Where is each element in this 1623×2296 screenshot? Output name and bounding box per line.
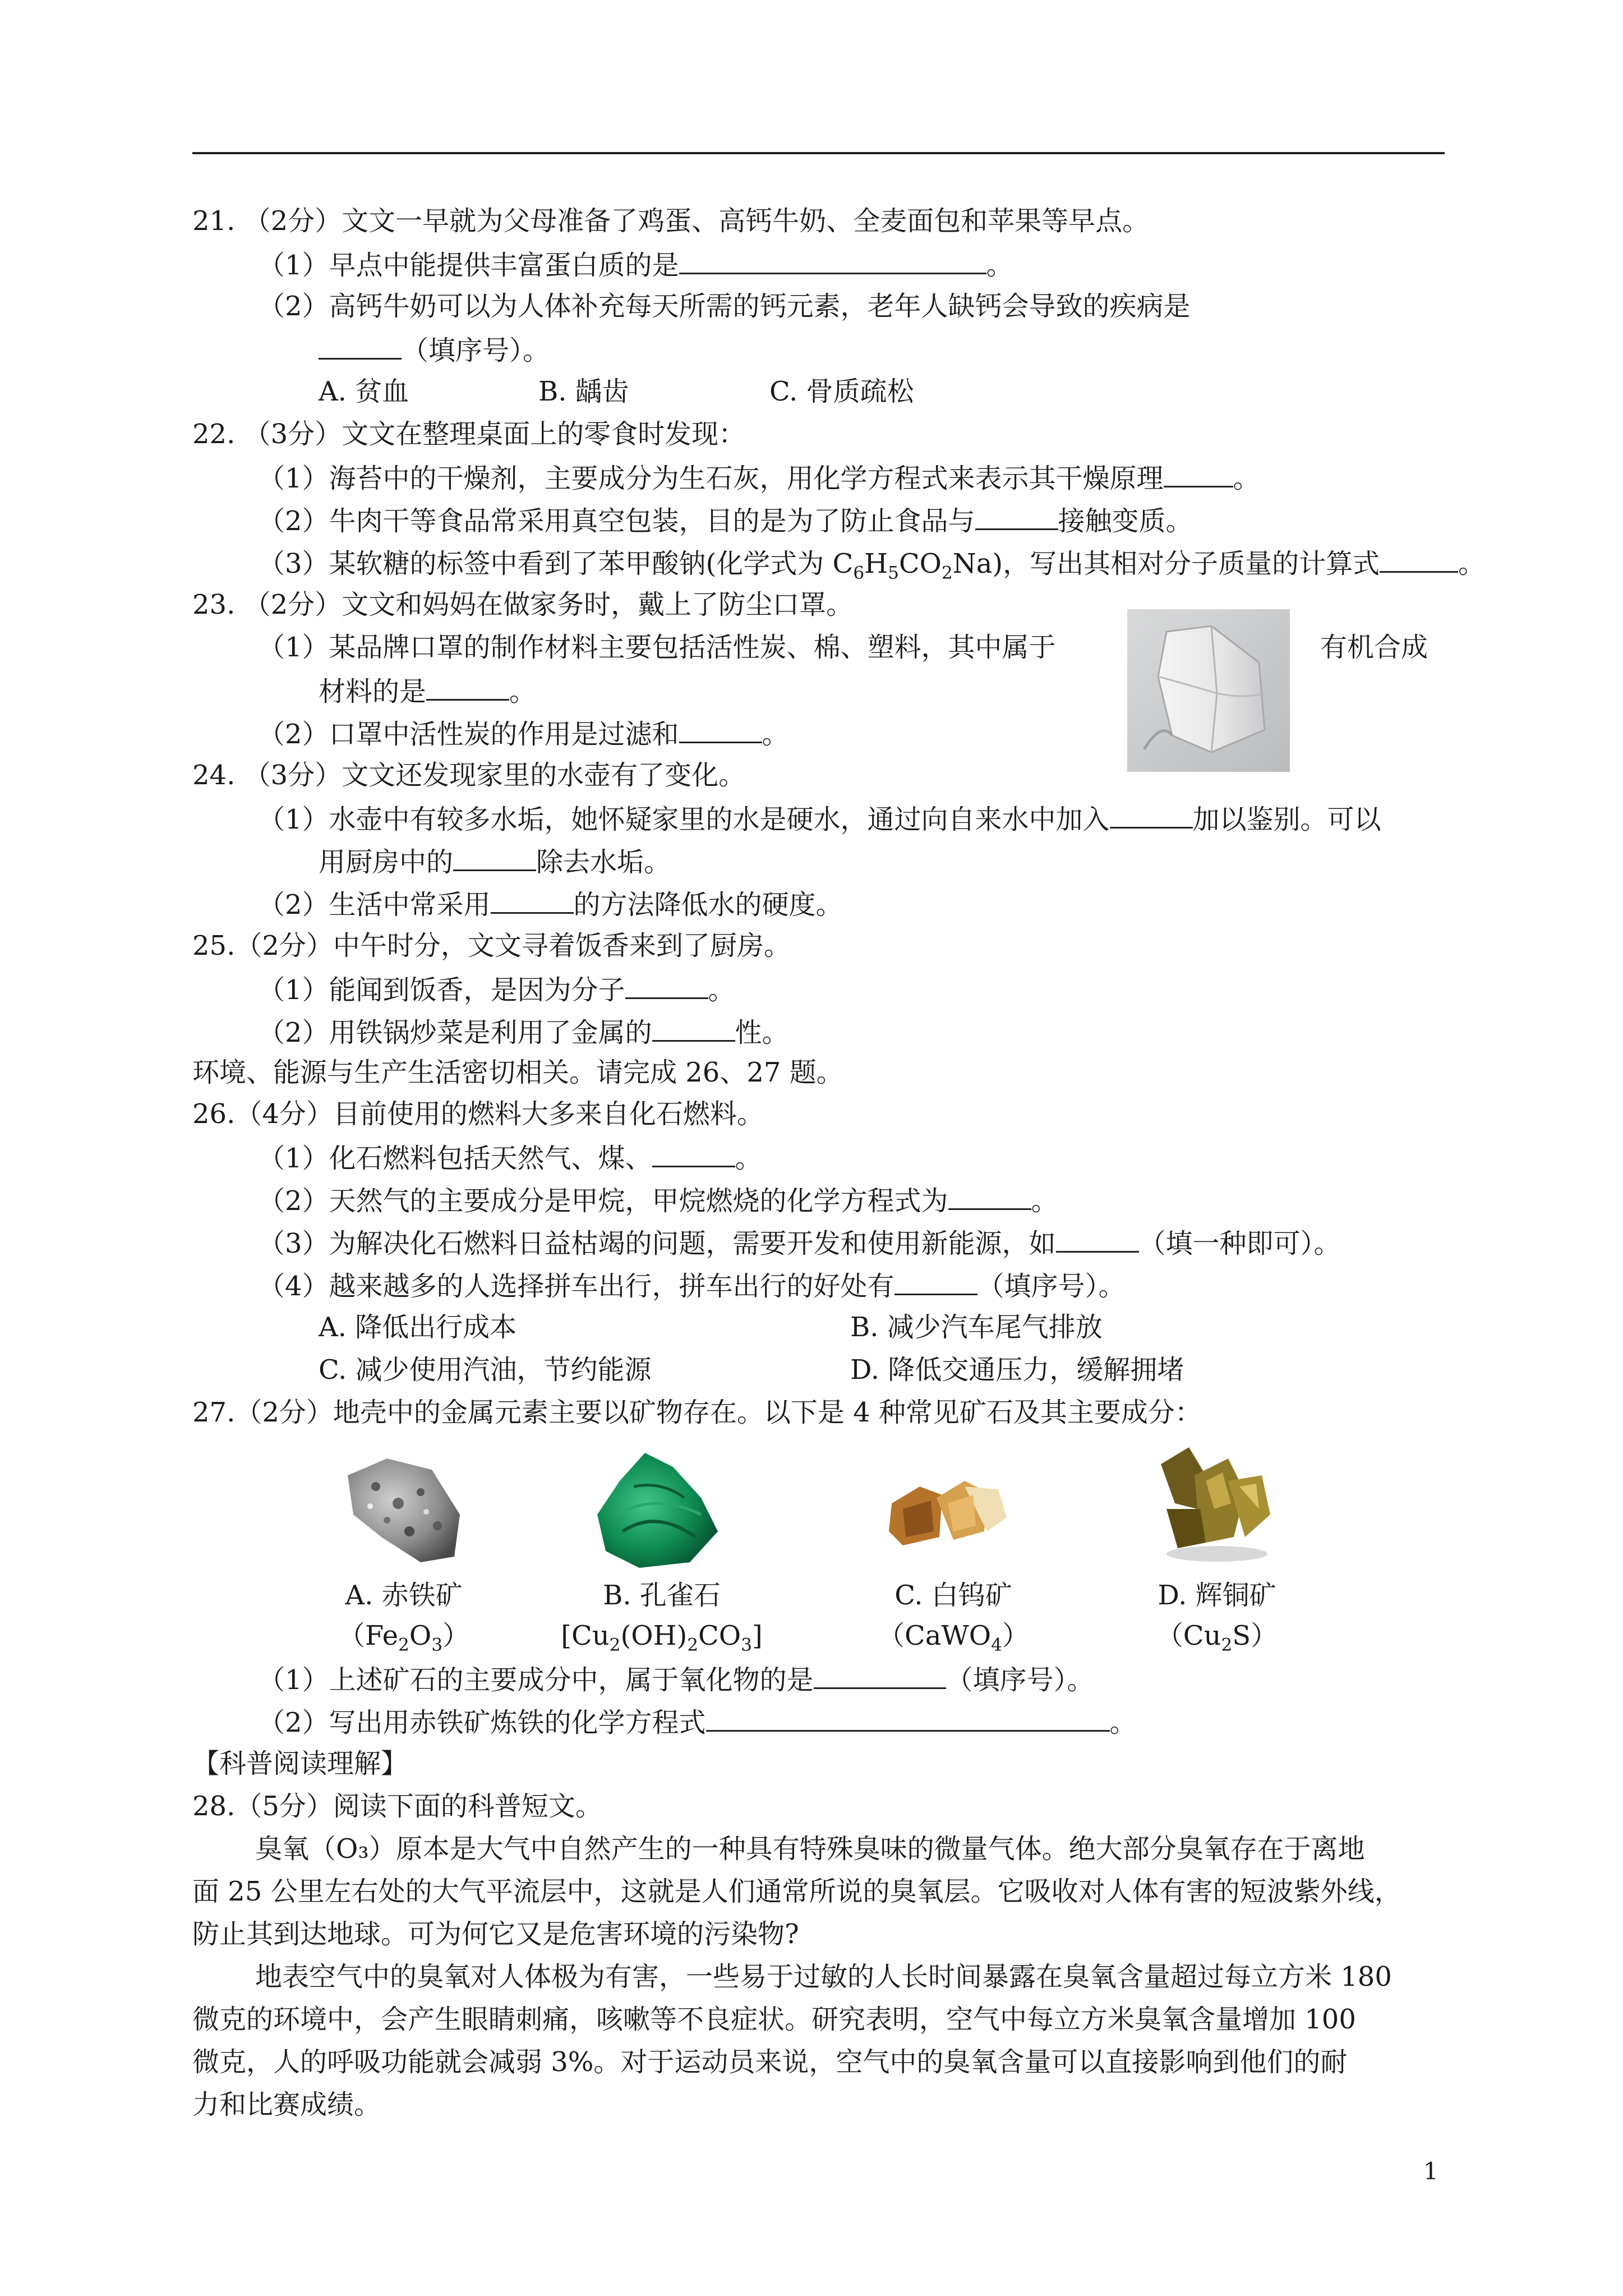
- q26-option-d: D. 降低交通压力，缓解拥堵: [850, 1354, 1184, 1386]
- answer-blank[interactable]: [652, 1015, 735, 1042]
- page-number: 1: [1423, 2157, 1438, 2185]
- mineral-b-name: B. 孔雀石: [603, 1580, 721, 1611]
- q26-stem: 26.（4分）目前使用的燃料大多来自化石燃料。: [192, 1098, 764, 1130]
- answer-blank[interactable]: [491, 887, 574, 914]
- answer-blank[interactable]: [319, 333, 402, 360]
- q28-para1-line2: 面 25 公里左右处的大气平流层中，这就是人们通常所说的臭氧层。它吸收对人体有害的短波紫外线，: [192, 1876, 1401, 1907]
- answer-blank[interactable]: [1056, 1226, 1139, 1253]
- q28-para1-line3: 防止其到达地球。可为何它又是危害环境的污染物?: [192, 1918, 799, 1950]
- q21-option-b: B. 龋齿: [538, 376, 629, 407]
- q26-option-c: C. 减少使用汽油，节约能源: [319, 1354, 652, 1386]
- q26-option-a: A. 降低出行成本: [319, 1312, 517, 1343]
- q23-part2: （2）口罩中活性炭的作用是过滤和 。: [258, 717, 789, 750]
- answer-blank[interactable]: [948, 1184, 1031, 1210]
- answer-blank[interactable]: [1110, 802, 1193, 829]
- q27-part1: （1）上述矿石的主要成分中，属于氧化物的是 （填序号）。: [258, 1663, 1094, 1696]
- mineral-d-formula: $(Cu_2S)$: [1156, 1620, 1278, 1655]
- q22-stem: 22. （3分）文文在整理桌面上的零食时发现：: [192, 418, 746, 450]
- dust-mask-image: [1127, 609, 1290, 772]
- mineral-a-name: A. 赤铁矿: [345, 1580, 463, 1611]
- answer-blank[interactable]: [814, 1663, 946, 1689]
- q21-part2-cont: （填序号）。: [319, 333, 550, 366]
- chalcocite-image: [1144, 1442, 1279, 1571]
- answer-blank[interactable]: [975, 504, 1058, 530]
- q26-part4: （4）越来越多的人选择拼车出行，拼车出行的好处有 （填序号）。: [258, 1269, 1126, 1302]
- section-intro: 环境、能源与生产生活密切相关。请完成 26、27 题。: [192, 1057, 843, 1088]
- q28-stem: 28.（5分）阅读下面的科普短文。: [192, 1791, 602, 1822]
- answer-blank[interactable]: [453, 845, 536, 871]
- answer-blank[interactable]: [1164, 461, 1233, 487]
- answer-blank[interactable]: [426, 674, 509, 701]
- q28-para2-line4: 力和比赛成绩。: [192, 2089, 381, 2120]
- q23-part1-right: 有机合成: [1320, 632, 1428, 663]
- q21-option-a: A. 贫血: [319, 376, 409, 407]
- q26-option-b: B. 减少汽车尾气排放: [850, 1312, 1103, 1343]
- answer-blank[interactable]: [679, 717, 762, 743]
- answer-blank[interactable]: [679, 248, 986, 274]
- section-reading-heading: 【科普阅读理解】: [192, 1748, 408, 1779]
- q21-option-c: C. 骨质疏松: [769, 376, 914, 407]
- q22-part3: （3）某软糖的标签中看到了苯甲酸钠(化学式为 $C_6H_5CO_2Na$)，写出其相对分子质量的计算式 。: [258, 546, 1485, 579]
- q22-part1: （1）海苔中的干燥剂，主要成分为生石灰，用化学方程式来表示其干燥原理 。: [258, 461, 1260, 494]
- mineral-b-formula: $[Cu_2(OH)_2CO_3]$: [561, 1620, 763, 1655]
- q24-stem: 24. （3分）文文还发现家里的水壶有了变化。: [192, 760, 746, 791]
- q28-para1-line1: 臭氧（O₃）原本是大气中自然产生的一种具有特殊臭味的微量气体。绝大部分臭氧存在于离地: [255, 1833, 1365, 1865]
- q21-part1: （1）早点中能提供丰富蛋白质的是 。: [258, 248, 1013, 281]
- answer-blank[interactable]: [1380, 546, 1458, 573]
- q27-stem: 27.（2分）地壳中的金属元素主要以矿物存在。以下是 4 种常见矿石及其主要成分：: [192, 1397, 1202, 1428]
- q23-part1: （1）某品牌口罩的制作材料主要包括活性炭、棉、塑料，其中属于: [258, 632, 1056, 663]
- q25-part2: （2）用铁锅炒菜是利用了金属的 性。: [258, 1015, 789, 1048]
- q22-part2: （2）牛肉干等食品常采用真空包装，目的是为了防止食品与 接触变质。: [258, 504, 1193, 537]
- hematite-image: [336, 1453, 471, 1565]
- answer-blank[interactable]: [706, 1705, 1110, 1732]
- q23-stem: 23. （2分）文文和妈妈在做家务时，戴上了防尘口罩。: [192, 589, 854, 620]
- malachite-image: [589, 1447, 723, 1571]
- answer-blank[interactable]: [652, 1141, 735, 1167]
- scheelite-image: [880, 1470, 1015, 1554]
- q28-para2-line2: 微克的环境中，会产生眼睛刺痛，咳嗽等不良症状。研究表明，空气中每立方米臭氧含量增加 100: [192, 2004, 1356, 2035]
- header-rule: [192, 152, 1445, 154]
- q28-para2-line1: 地表空气中的臭氧对人体极为有害，一些易于过敏的人长时间暴露在臭氧含量超过每立方米 180: [255, 1961, 1392, 1993]
- q24-part1: （1）水壶中有较多水垢，她怀疑家里的水是硬水，通过向自来水中加入 加以鉴别。可以: [258, 802, 1381, 835]
- mineral-d-name: D. 辉铜矿: [1158, 1580, 1276, 1611]
- q24-part1-cont: 用厨房中的 除去水垢。: [319, 845, 671, 878]
- q21-stem: 21. （2分）文文一早就为父母准备了鸡蛋、高钙牛奶、全麦面包和苹果等早点。: [192, 205, 1150, 237]
- q21-part2: （2）高钙牛奶可以为人体补充每天所需的钙元素，老年人缺钙会导致的疾病是: [258, 291, 1191, 322]
- q25-stem: 25.（2分）中午时分，文文寻着饭香来到了厨房。: [192, 930, 791, 961]
- q26-part1: （1）化石燃料包括天然气、煤、 。: [258, 1141, 762, 1174]
- q26-part3: （3）为解决化石燃料日益枯竭的问题，需要开发和使用新能源，如 （填一种即可）。: [258, 1226, 1341, 1259]
- q26-part2: （2）天然气的主要成分是甲烷，甲烷燃烧的化学方程式为 。: [258, 1184, 1058, 1217]
- q28-para2-line3: 微克，人的呼吸功能就会减弱 3%。对于运动员来说，空气中的臭氧含量可以直接影响到他们的耐: [192, 2046, 1348, 2078]
- q23-part1-cont: 材料的是 。: [319, 674, 536, 707]
- mineral-c-formula: （CaWO$_4$）: [878, 1620, 1029, 1655]
- q24-part2: （2）生活中常采用 的方法降低水的硬度。: [258, 887, 843, 921]
- q27-part2: （2）写出用赤铁矿炼铁的化学方程式 。: [258, 1705, 1137, 1738]
- answer-blank[interactable]: [625, 973, 708, 999]
- mineral-a-formula: $(Fe_2O_3)$: [338, 1620, 470, 1655]
- q25-part1: （1）能闻到饭香，是因为分子 。: [258, 973, 735, 1006]
- answer-blank[interactable]: [895, 1269, 978, 1295]
- mineral-c-name: C. 白钨矿: [895, 1580, 1012, 1611]
